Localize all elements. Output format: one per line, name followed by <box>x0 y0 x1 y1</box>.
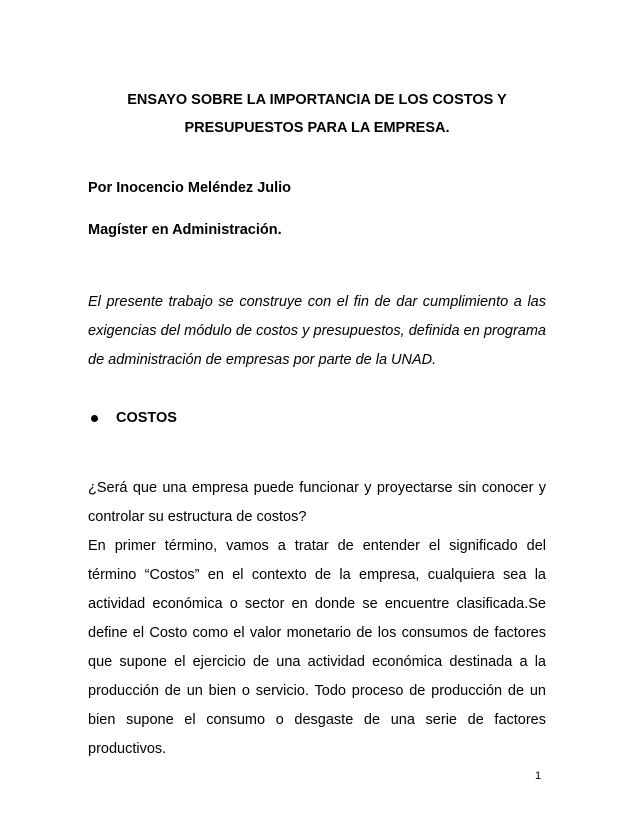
paragraph-line: En primer término, vamos a tratar de entender el significado del <box>88 538 546 554</box>
paragraph-line: ¿Será que una empresa puede funcionar y proyectarse sin conocer y <box>88 480 546 496</box>
bullet-icon <box>91 415 98 422</box>
paragraph-line: controlar su estructura de costos? <box>88 509 307 525</box>
intro-paragraph <box>88 288 546 375</box>
paragraph-definition <box>88 532 546 764</box>
section-heading-text: COSTOS <box>116 410 177 426</box>
author-degree: Magíster en Administración. <box>88 222 282 238</box>
section-heading <box>88 410 177 426</box>
paragraph-line: producción de un bien o servicio. Todo proceso de producción de un <box>88 683 546 699</box>
paragraph-line: actividad económica o sector en donde se encuentre clasificada.Se <box>88 596 546 612</box>
paragraph-line: define el Costo como el valor monetario de los consumos de factores <box>88 625 546 641</box>
page-number: 1 <box>535 770 542 782</box>
intro-line: de administración de empresas por parte de la UNAD. <box>88 352 437 368</box>
paragraph-line: que supone el ejercicio de una actividad económica destinada a la <box>88 654 546 670</box>
intro-line: El presente trabajo se construye con el fin de dar cumplimiento a las <box>88 294 546 310</box>
paragraph-question <box>88 474 546 532</box>
title-line-1: ENSAYO SOBRE LA IMPORTANCIA DE LOS COSTOS Y <box>127 92 507 108</box>
paragraph-line: bien supone el consumo o desgaste de una serie de factores <box>88 712 546 728</box>
document-title <box>88 86 546 142</box>
title-line-2: PRESUPUESTOS PARA LA EMPRESA. <box>184 120 450 136</box>
intro-line: exigencias del módulo de costos y presupuestos, definida en programa <box>88 323 546 339</box>
paragraph-line: término “Costos” en el contexto de la empresa, cualquiera sea la <box>88 567 546 583</box>
author-name: Por Inocencio Meléndez Julio <box>88 180 292 196</box>
paragraph-line: productivos. <box>88 741 167 757</box>
